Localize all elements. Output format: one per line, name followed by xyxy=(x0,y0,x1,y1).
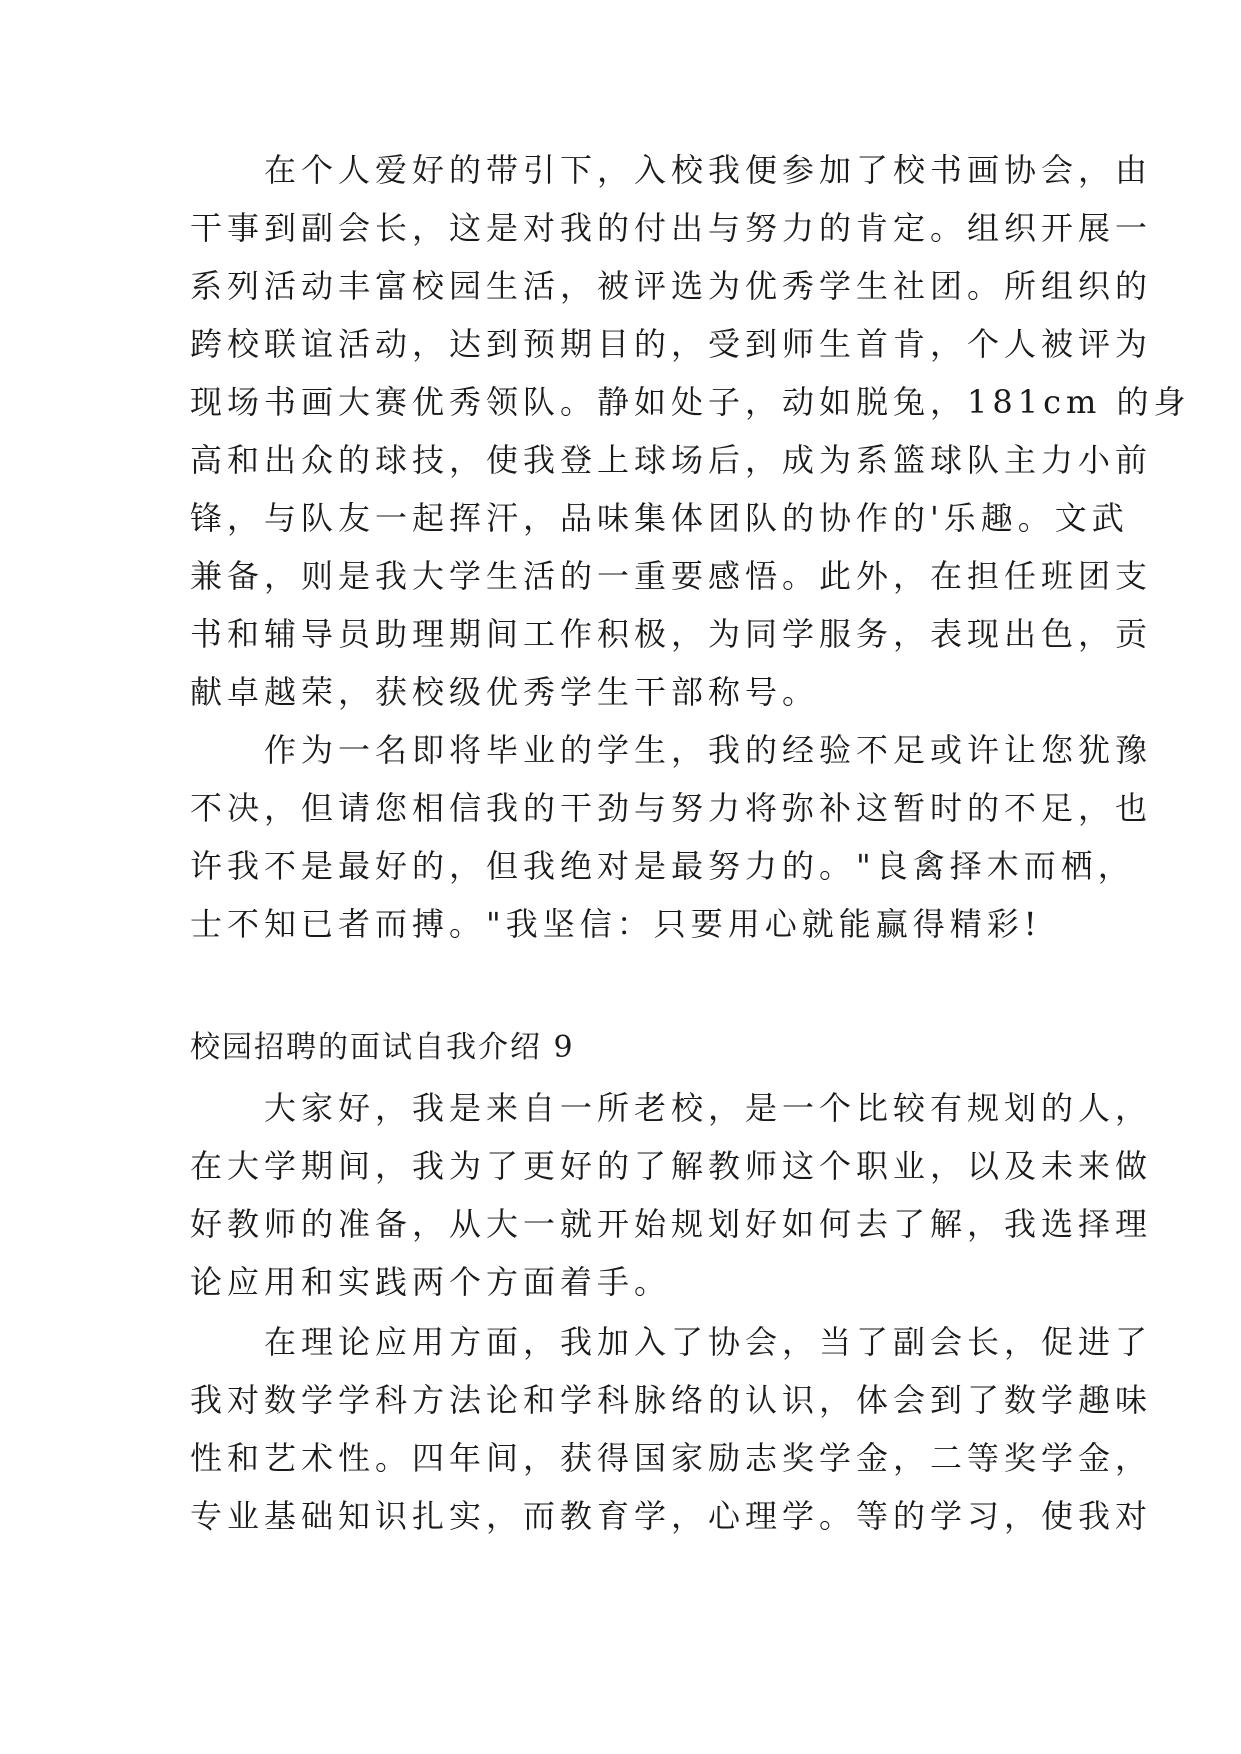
text-line: 在个人爱好的带引下，入校我便参加了校书画协会，由 xyxy=(190,151,1153,189)
text-line: 跨校联谊活动，达到预期目的，受到师生首肯，个人被评为 xyxy=(190,325,1153,363)
text-line: 大家好，我是来自一所老校，是一个比较有规划的人， xyxy=(190,1089,1153,1127)
text-line: 现场书画大赛优秀领队。静如处子，动如脱兔，181cm 的身 xyxy=(190,383,1191,421)
text-line: 干事到副会长，这是对我的付出与努力的肯定。组织开展一 xyxy=(190,209,1153,247)
text-line: 书和辅导员助理期间工作积极，为同学服务，表现出色，贡 xyxy=(190,615,1153,653)
section-title: 校园招聘的面试自我介绍 9 xyxy=(190,1030,575,1065)
text-line: 兼备，则是我大学生活的一重要感悟。此外，在担任班团支 xyxy=(190,557,1153,595)
text-line: 士不知已者而搏。"我坚信：只要用心就能赢得精彩! xyxy=(190,905,1042,943)
text-line: 我对数学学科方法论和学科脉络的认识，体会到了数学趣味 xyxy=(190,1381,1153,1419)
text-line: 在理论应用方面，我加入了协会，当了副会长，促进了 xyxy=(190,1323,1153,1361)
text-line: 性和艺术性。四年间，获得国家励志奖学金，二等奖学金， xyxy=(190,1439,1153,1477)
text-line: 系列活动丰富校园生活，被评选为优秀学生社团。所组织的 xyxy=(190,267,1153,305)
text-line: 锋，与队友一起挥汗，品味集体团队的协作的'乐趣。文武 xyxy=(190,499,1129,537)
text-line: 高和出众的球技，使我登上球场后，成为系篮球队主力小前 xyxy=(190,441,1153,479)
text-line: 作为一名即将毕业的学生，我的经验不足或许让您犹豫 xyxy=(190,731,1153,769)
text-line: 好教师的准备，从大一就开始规划好如何去了解，我选择理 xyxy=(190,1205,1153,1243)
text-line: 专业基础知识扎实，而教育学，心理学。等的学习，使我对 xyxy=(190,1497,1153,1535)
text-line: 献卓越荣，获校级优秀学生干部称号。 xyxy=(190,673,820,711)
text-line: 许我不是最好的，但我绝对是最努力的。"良禽择木而栖， xyxy=(190,847,1135,885)
text-line: 不决，但请您相信我的干劲与努力将弥补这暂时的不足，也 xyxy=(190,789,1153,827)
text-line: 在大学期间，我为了更好的了解教师这个职业，以及未来做 xyxy=(190,1147,1153,1185)
text-line: 论应用和实践两个方面着手。 xyxy=(190,1263,672,1301)
